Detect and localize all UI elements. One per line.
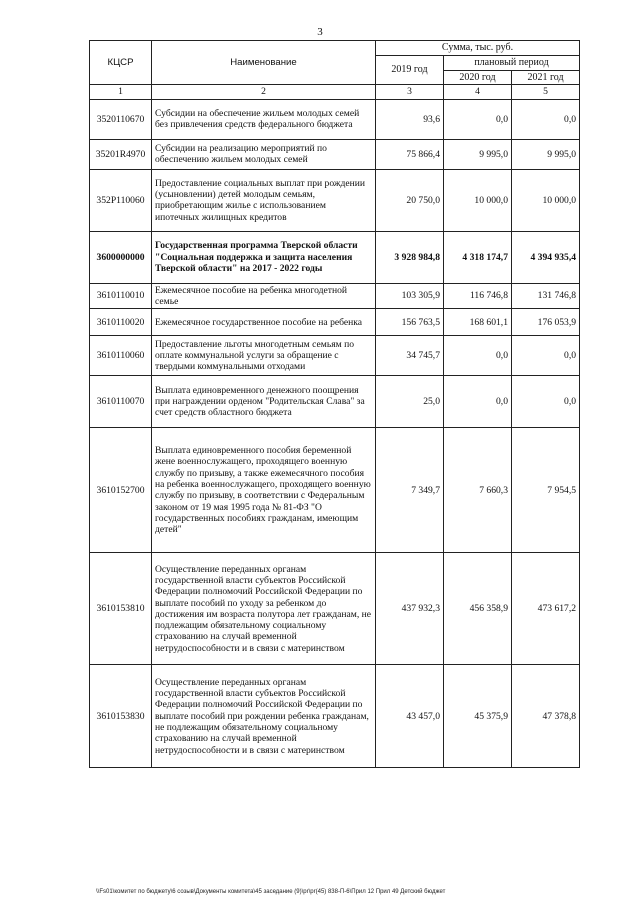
row-code: 3610153830 <box>90 665 152 768</box>
header-code: КЦСР <box>90 41 152 85</box>
header-2019: 2019 год <box>376 55 444 85</box>
budget-table <box>89 40 580 768</box>
row-value-2020: 45 375,9 <box>444 665 512 768</box>
header-planned-period: плановый период <box>444 55 580 70</box>
row-value-2020: 0,0 <box>444 99 512 139</box>
page-number: 3 <box>317 26 323 38</box>
row-code: 3610110070 <box>90 376 152 428</box>
row-value-2020: 7 660,3 <box>444 428 512 553</box>
row-value-2021: 0,0 <box>512 376 580 428</box>
row-code: 35201R4970 <box>90 139 152 169</box>
header-name: Наименование <box>152 41 376 85</box>
row-value-2019: 7 349,7 <box>376 428 444 553</box>
row-value-2020: 0,0 <box>444 336 512 376</box>
row-value-2019: 93,6 <box>376 99 444 139</box>
row-name: Выплата единовременного пособия беременной жене военнослужащего, проходящего военную службу по призыву, а также ежемесячного пособия на ребенка военнослужащего, проходящего военную службу по призыву, в соответствии с Федеральным законом от 19 мая 1995 года № 81-ФЗ "О государственных пособиях гражданам, имеющим детей" <box>152 428 376 553</box>
row-value-2019: 103 305,9 <box>376 283 444 309</box>
row-name: Ежемесячное государственное пособие на ребенка <box>152 309 376 336</box>
row-code: 3610110020 <box>90 309 152 336</box>
row-value-2020: 9 995,0 <box>444 139 512 169</box>
row-name: Субсидии на реализацию мероприятий по обеспечению жильем молодых семей <box>152 139 376 169</box>
row-name: Осуществление переданных органам государственной власти субъектов Российской Федерации полномочий Российской Федерации по выплате пособий при рождении ребенка гражданам, не подлежащим обязательному социальному страхованию на случай временной нетрудоспособности и в связи с материнством <box>152 665 376 768</box>
row-value-2021: 0,0 <box>512 99 580 139</box>
header-2020: 2020 год <box>444 70 512 85</box>
row-value-2019: 156 763,5 <box>376 309 444 336</box>
row-value-2019: 75 866,4 <box>376 139 444 169</box>
row-value-2019: 34 745,7 <box>376 336 444 376</box>
column-numbers-row <box>90 85 580 99</box>
row-value-2021: 4 394 935,4 <box>512 231 580 283</box>
row-name: Государственная программа Тверской области "Социальная поддержка и защита населения Тверской области" на 2017 - 2022 годы <box>152 231 376 283</box>
table-row <box>90 336 580 376</box>
column-number: 4 <box>444 85 512 99</box>
row-name: Предоставление льготы многодетным семьям по оплате коммунальной услуги за обращение с твердыми коммунальными отходами <box>152 336 376 376</box>
row-name: Субсидии на обеспечение жильем молодых семей без привлечения средств федерального бюджета <box>152 99 376 139</box>
row-value-2021: 10 000,0 <box>512 169 580 231</box>
row-value-2021: 0,0 <box>512 336 580 376</box>
row-value-2020: 168 601,1 <box>444 309 512 336</box>
row-value-2021: 7 954,5 <box>512 428 580 553</box>
row-code: 3520110670 <box>90 99 152 139</box>
header-2021: 2021 год <box>512 70 580 85</box>
column-number: 5 <box>512 85 580 99</box>
row-value-2020: 116 746,8 <box>444 283 512 309</box>
row-value-2021: 47 378,8 <box>512 665 580 768</box>
row-value-2019: 43 457,0 <box>376 665 444 768</box>
column-number: 2 <box>152 85 376 99</box>
row-value-2021: 9 995,0 <box>512 139 580 169</box>
row-value-2020: 456 358,9 <box>444 553 512 665</box>
table-row <box>90 309 580 336</box>
row-code: 352P110060 <box>90 169 152 231</box>
footer-file-path: \\Fs01\комитет по бюджету\6 созыв\Документы комитета\45 заседание (9)\pr\pr(45) 838-П-6\Прил 12 Прил 49 Детский бюджет <box>96 889 446 895</box>
row-name: Выплата единовременного денежного поощрения при награждении орденом "Родительская Слава" за счет средств областного бюджета <box>152 376 376 428</box>
table-row <box>90 139 580 169</box>
row-code: 3610153810 <box>90 553 152 665</box>
row-value-2020: 4 318 174,7 <box>444 231 512 283</box>
table-row <box>90 99 580 139</box>
row-value-2019: 20 750,0 <box>376 169 444 231</box>
row-value-2021: 473 617,2 <box>512 553 580 665</box>
table-row-program-total <box>90 231 580 283</box>
header-sum: Сумма, тыс. руб. <box>376 41 580 56</box>
row-value-2021: 131 746,8 <box>512 283 580 309</box>
row-code: 3610110060 <box>90 336 152 376</box>
row-name: Осуществление переданных органам государственной власти субъектов Российской Федерации полномочий Российской Федерации по выплате пособий по уходу за ребенком до достижения им возраста полутора лет гражданам, не подлежащим обязательному социальному страхованию на случай временной нетрудоспособности и в связи с материнством <box>152 553 376 665</box>
table-row <box>90 283 580 309</box>
column-number: 1 <box>90 85 152 99</box>
table-row <box>90 665 580 768</box>
row-value-2019: 3 928 984,8 <box>376 231 444 283</box>
row-value-2020: 0,0 <box>444 376 512 428</box>
row-name: Предоставление социальных выплат при рождении (усыновлении) детей молодым семьям, приобретающим жилье с использованием ипотечных жилищных кредитов <box>152 169 376 231</box>
row-code: 3610110010 <box>90 283 152 309</box>
table-row <box>90 428 580 553</box>
table-row <box>90 169 580 231</box>
table-row <box>90 376 580 428</box>
row-value-2020: 10 000,0 <box>444 169 512 231</box>
row-name: Ежемесячное пособие на ребенка многодетной семье <box>152 283 376 309</box>
row-code: 3600000000 <box>90 231 152 283</box>
row-code: 3610152700 <box>90 428 152 553</box>
row-value-2019: 437 932,3 <box>376 553 444 665</box>
row-value-2019: 25,0 <box>376 376 444 428</box>
row-value-2021: 176 053,9 <box>512 309 580 336</box>
table-row <box>90 553 580 665</box>
column-number: 3 <box>376 85 444 99</box>
